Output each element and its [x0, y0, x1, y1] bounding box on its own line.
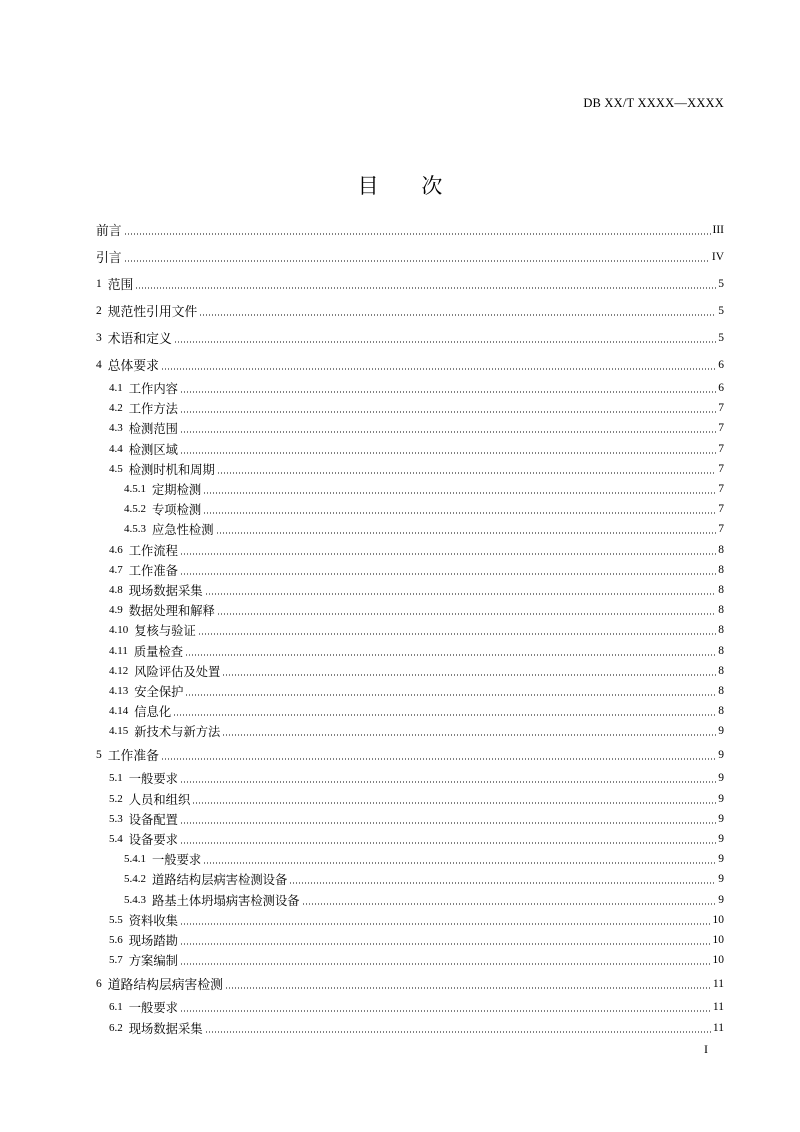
toc-entry[interactable] [96, 297, 724, 324]
toc-entry-number: 4.13 [109, 684, 129, 697]
toc-entry-number: 5.5 [109, 913, 123, 926]
toc-entry-page: 8 [718, 543, 724, 556]
toc-dot-leader [203, 862, 716, 864]
toc-entry[interactable] [96, 540, 724, 560]
toc-entry[interactable] [96, 418, 724, 438]
toc-entry-title: 专项检测 [152, 503, 202, 518]
toc-entry-number: 5.1 [109, 772, 123, 785]
toc-entry[interactable] [96, 1017, 724, 1037]
toc-dot-leader [192, 802, 716, 804]
toc-entry-title: 工作准备 [128, 563, 178, 578]
toc-entry[interactable] [96, 620, 724, 640]
toc-entry[interactable] [96, 243, 724, 270]
toc-entry[interactable] [96, 351, 724, 378]
toc-entry-title: 应急性检测 [152, 523, 214, 538]
toc-entry-number: 5.2 [109, 792, 123, 805]
toc-entry-title: 路基土体坍塌病害检测设备 [152, 893, 300, 908]
toc-entry-title: 人员和组织 [128, 792, 191, 807]
toc-dot-leader [222, 674, 716, 676]
toc-dot-leader [199, 314, 716, 316]
toc-entry-number: 3 [96, 331, 102, 344]
toc-entry-title: 定期检测 [152, 483, 202, 498]
toc-dot-leader [180, 963, 711, 965]
toc-entry-title: 引言 [96, 251, 122, 266]
toc-entry[interactable] [96, 930, 724, 950]
toc-entry[interactable] [96, 829, 724, 849]
toc-entry-number: 4.4 [109, 442, 123, 455]
toc-entry-page: 7 [718, 442, 724, 455]
toc-entry[interactable] [96, 721, 724, 741]
toc-entry-number: 4.10 [109, 624, 129, 637]
toc-entry-page: III [712, 223, 724, 236]
toc-entry-number: 5.4.2 [124, 873, 146, 886]
toc-entry[interactable] [96, 681, 724, 701]
toc-dot-leader [185, 654, 716, 656]
toc-dot-leader [216, 532, 717, 534]
toc-entry-title: 前言 [96, 224, 122, 239]
toc-entry-page: 7 [718, 503, 724, 516]
toc-entry-title: 检测时机和周期 [128, 462, 215, 477]
toc-entry-page: 9 [718, 893, 724, 906]
toc-dot-leader [180, 431, 716, 433]
toc-entry-page: 8 [718, 684, 724, 697]
toc-entry-title: 复核与验证 [134, 624, 196, 639]
toc-entry[interactable] [96, 499, 724, 519]
toc-entry-page: 11 [712, 977, 724, 990]
toc-entry-title: 资料收集 [128, 913, 178, 928]
toc-dot-leader [185, 694, 716, 696]
toc-dot-leader [180, 553, 716, 555]
toc-dot-leader [180, 452, 716, 454]
toc-entry-number: 4.6 [109, 543, 123, 556]
toc-dot-leader [180, 842, 716, 844]
toc-entry-number: 2 [96, 304, 102, 317]
toc-entry-title: 现场数据采集 [128, 583, 203, 598]
toc-entry-title: 一般要求 [128, 1001, 178, 1016]
toc-entry-title: 检测范围 [128, 422, 178, 437]
toc-entry-page: 10 [712, 954, 724, 967]
toc-entry-number: 4.5.2 [124, 503, 146, 516]
toc-entry-title: 新技术与新方法 [134, 725, 221, 740]
toc-entry-number: 4.8 [109, 583, 123, 596]
toc-entry-number: 4.1 [109, 382, 123, 395]
toc-entry-number: 6.1 [109, 1001, 123, 1014]
table-of-contents [96, 216, 724, 1038]
toc-dot-leader [173, 714, 716, 716]
toc-entry-page: IV [711, 250, 724, 263]
toc-entry-number: 4.14 [109, 705, 129, 718]
toc-entry-title: 方案编制 [128, 954, 178, 969]
toc-entry[interactable] [96, 661, 724, 681]
toc-entry[interactable] [96, 580, 724, 600]
toc-entry-page: 9 [718, 853, 724, 866]
toc-entry[interactable] [96, 701, 724, 721]
toc-dot-leader [222, 734, 716, 736]
toc-entry-page: 7 [718, 402, 724, 415]
toc-entry-title: 总体要求 [107, 359, 159, 374]
toc-entry-title: 信息化 [134, 705, 172, 720]
toc-entry-number: 5.6 [109, 933, 123, 946]
toc-entry[interactable] [96, 890, 724, 910]
toc-entry-page: 6 [718, 382, 724, 395]
toc-dot-leader [302, 903, 717, 905]
toc-entry-page: 8 [718, 705, 724, 718]
toc-entry-page: 8 [718, 604, 724, 617]
toc-dot-leader [161, 368, 716, 370]
toc-entry-page: 9 [718, 812, 724, 825]
toc-dot-leader [289, 882, 716, 884]
toc-entry-page: 9 [718, 748, 724, 761]
toc-entry-number: 4 [96, 358, 102, 371]
page-title: 目 次 [357, 174, 461, 198]
toc-entry-number: 4.9 [109, 604, 123, 617]
toc-entry[interactable] [96, 640, 724, 660]
toc-entry-page: 5 [718, 277, 724, 290]
toc-entry[interactable] [96, 809, 724, 829]
toc-entry-page: 7 [718, 422, 724, 435]
toc-dot-leader [203, 492, 716, 494]
toc-entry-number: 1 [96, 277, 102, 290]
toc-entry-title: 现场踏勘 [128, 933, 178, 948]
toc-dot-leader [180, 781, 716, 783]
toc-entry-page: 8 [718, 644, 724, 657]
toc-entry-page: 5 [718, 331, 724, 344]
toc-entry-number: 4.11 [109, 644, 128, 657]
toc-entry-number: 6 [96, 977, 102, 990]
toc-entry[interactable] [96, 324, 724, 351]
toc-entry[interactable] [96, 970, 724, 997]
toc-entry-number: 4.12 [109, 664, 129, 677]
toc-entry-page: 8 [718, 664, 724, 677]
toc-entry-title: 道路结构层病害检测设备 [152, 873, 288, 888]
toc-entry[interactable] [96, 459, 724, 479]
toc-entry[interactable] [96, 479, 724, 499]
toc-entry[interactable] [96, 789, 724, 809]
toc-entry-page: 8 [718, 563, 724, 576]
toc-entry-title: 数据处理和解释 [128, 604, 215, 619]
toc-entry[interactable] [96, 849, 724, 869]
toc-entry-page: 9 [718, 792, 724, 805]
toc-entry-page: 9 [718, 833, 724, 846]
toc-entry[interactable] [96, 439, 724, 459]
toc-dot-leader [180, 943, 711, 945]
toc-dot-leader [174, 341, 717, 343]
toc-entry[interactable] [96, 519, 724, 539]
toc-entry-title: 检测区域 [128, 442, 178, 457]
toc-entry-title: 工作方法 [128, 402, 178, 417]
toc-dot-leader [180, 411, 716, 413]
toc-dot-leader [180, 1010, 711, 1012]
toc-entry[interactable] [96, 997, 724, 1017]
toc-entry-page: 7 [718, 483, 724, 496]
toc-dot-leader [180, 391, 716, 393]
toc-entry-title: 一般要求 [152, 853, 202, 868]
toc-dot-leader [217, 472, 716, 474]
toc-entry-title: 规范性引用文件 [107, 305, 198, 320]
toc-entry-title: 范围 [107, 278, 134, 293]
toc-entry[interactable] [96, 560, 724, 580]
toc-entry-number: 4.15 [109, 725, 129, 738]
toc-entry[interactable] [96, 950, 724, 970]
toc-entry[interactable] [96, 910, 724, 930]
toc-dot-leader [198, 633, 717, 635]
toc-dot-leader [124, 233, 711, 235]
toc-entry-title: 风险评估及处置 [134, 664, 221, 679]
toc-dot-leader [225, 987, 711, 989]
toc-entry-number: 4.5.3 [124, 523, 146, 536]
toc-entry-page: 10 [712, 913, 724, 926]
toc-entry-number: 5.4.3 [124, 893, 146, 906]
toc-entry[interactable] [96, 869, 724, 889]
toc-entry-title: 工作内容 [128, 382, 178, 397]
document-code: DB XX/T XXXX—XXXX [583, 96, 724, 110]
toc-entry-page: 6 [718, 358, 724, 371]
toc-entry[interactable] [96, 378, 724, 398]
toc-dot-leader [217, 613, 716, 615]
toc-entry-page: 9 [718, 725, 724, 738]
toc-entry-title: 质量检查 [133, 644, 184, 659]
toc-entry-title: 道路结构层病害检测 [107, 978, 223, 994]
toc-entry-page: 11 [712, 1001, 724, 1014]
toc-entry-page: 9 [718, 873, 724, 886]
toc-entry-number: 5.4 [109, 833, 123, 846]
toc-dot-leader [135, 287, 716, 289]
toc-dot-leader [124, 260, 710, 262]
toc-entry-number: 5.3 [109, 812, 123, 825]
toc-entry-number: 4.5 [109, 462, 123, 475]
toc-dot-leader [180, 923, 711, 925]
toc-entry-page: 7 [718, 462, 724, 475]
toc-entry-page: 11 [712, 1021, 724, 1034]
toc-entry[interactable] [96, 216, 724, 243]
toc-dot-leader [180, 573, 716, 575]
toc-entry-page: 8 [718, 624, 724, 637]
toc-entry-page: 9 [718, 772, 724, 785]
toc-entry[interactable] [96, 768, 724, 788]
toc-entry[interactable] [96, 741, 724, 768]
toc-entry-page: 10 [712, 933, 724, 946]
toc-dot-leader [205, 1031, 711, 1033]
toc-entry-number: 6.2 [109, 1021, 123, 1034]
toc-dot-leader [203, 512, 716, 514]
toc-entry-title: 安全保护 [134, 684, 184, 699]
toc-entry-title: 现场数据采集 [128, 1021, 203, 1036]
toc-entry[interactable] [96, 398, 724, 418]
toc-entry[interactable] [96, 270, 724, 297]
toc-entry-title: 设备配置 [128, 812, 178, 827]
toc-entry-title: 工作流程 [128, 543, 178, 558]
toc-entry-title: 一般要求 [128, 772, 178, 787]
toc-entry-number: 5.4.1 [124, 853, 146, 866]
toc-dot-leader [205, 593, 717, 595]
toc-entry-number: 4.3 [109, 422, 123, 435]
toc-entry[interactable] [96, 600, 724, 620]
toc-entry-number: 5.7 [109, 954, 123, 967]
toc-entry-number: 4.2 [109, 402, 123, 415]
toc-entry-title: 术语和定义 [107, 332, 172, 347]
toc-dot-leader [161, 758, 716, 760]
page-number: I [704, 1042, 708, 1056]
toc-entry-number: 4.5.1 [124, 483, 146, 496]
toc-entry-page: 8 [718, 583, 724, 596]
toc-entry-title: 工作准备 [107, 749, 159, 765]
toc-entry-number: 5 [96, 748, 102, 761]
toc-entry-page: 5 [718, 304, 724, 317]
toc-entry-page: 7 [718, 523, 724, 536]
toc-entry-number: 4.7 [109, 563, 123, 576]
toc-entry-title: 设备要求 [128, 833, 178, 848]
toc-dot-leader [180, 822, 716, 824]
